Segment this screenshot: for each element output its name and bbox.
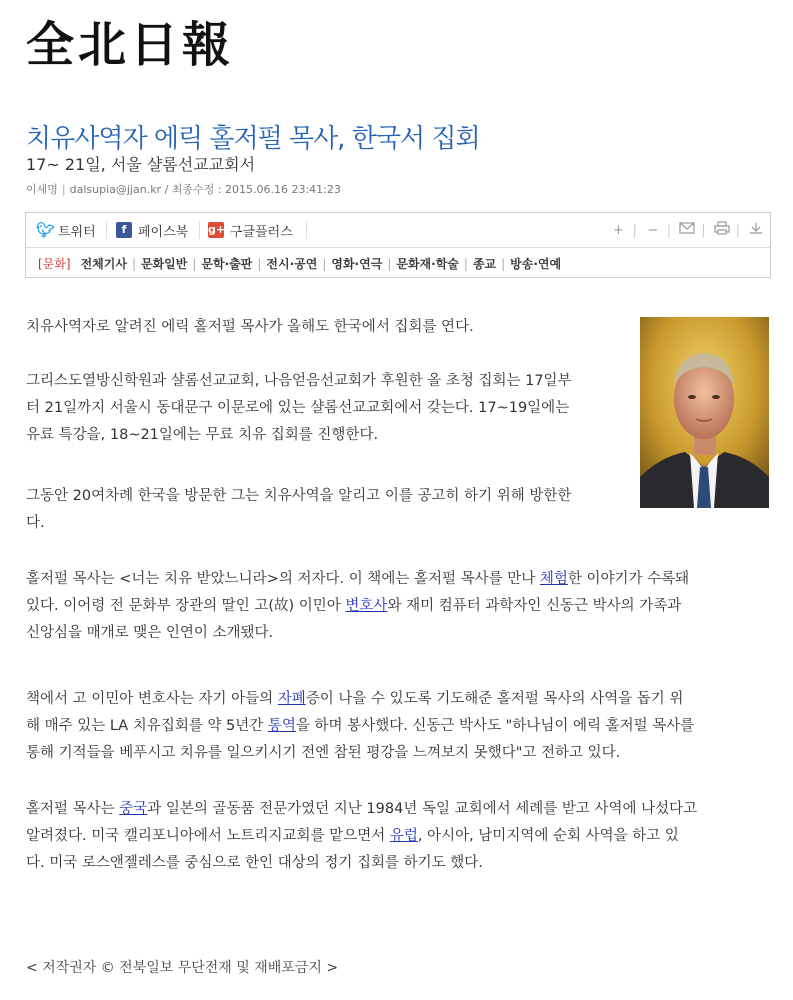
paragraph-line bbox=[26, 713, 771, 740]
keyword-link[interactable]: 중국 bbox=[119, 801, 148, 817]
paragraph-line bbox=[26, 796, 771, 823]
article-paragraph-4 bbox=[26, 566, 771, 647]
text-run: , 아시아, 남미지역에 순회 사역을 하고 있 bbox=[417, 828, 679, 844]
text-run: 한 이야기가 수록돼 bbox=[567, 571, 690, 587]
keyword-link[interactable]: 통역 bbox=[267, 718, 296, 734]
category-separator: | bbox=[387, 257, 392, 271]
article-paragraph-2 bbox=[26, 368, 631, 449]
scrap-icon[interactable] bbox=[748, 221, 764, 239]
share-googleplus-button[interactable] bbox=[208, 219, 293, 241]
text-run: 책에서 고 이민아 변호사는 자기 아들의 bbox=[26, 691, 278, 707]
masthead-logo[interactable]: 全北日報 bbox=[26, 17, 235, 73]
paragraph-line: 신앙심을 매개로 맺은 인연이 소개됐다. bbox=[26, 625, 274, 641]
tool-divider: | bbox=[735, 222, 740, 238]
print-icon[interactable] bbox=[714, 221, 730, 239]
font-shrink-icon[interactable]: − bbox=[647, 222, 659, 238]
paragraph-line: 그리스도열방신학원과 샬롬선교교회, 나음얻음선교회가 후원한 올 초청 집회는 17일부 bbox=[26, 373, 572, 389]
text-run: 과 일본의 골동품 전문가였던 지난 1984년 독일 교회에서 세례를 받고 사역에 나섰다고 bbox=[147, 801, 698, 817]
text-run: 홀저펄 목사는 bbox=[26, 801, 120, 817]
paragraph-line: 터 21일까지 서울시 동대문구 이문로에 있는 샬롬선교교회에서 갖는다. 17~19일에는 bbox=[26, 400, 570, 416]
portrait-image bbox=[640, 317, 769, 508]
text-run: 와 재미 컴퓨터 과학자인 신동근 박사의 가족과 bbox=[387, 598, 682, 614]
paragraph-line: 다. bbox=[26, 515, 45, 531]
category-item[interactable]: 영화·연극 bbox=[331, 257, 383, 271]
article-paragraph-1 bbox=[26, 314, 631, 341]
article-paragraph-5 bbox=[26, 686, 771, 767]
share-divider bbox=[106, 221, 107, 239]
share-twitter-button[interactable] bbox=[36, 219, 96, 241]
toolbar-divider bbox=[26, 247, 770, 248]
font-enlarge-icon[interactable]: + bbox=[612, 222, 624, 238]
keyword-link[interactable]: 체험 bbox=[539, 571, 568, 587]
article-byline bbox=[26, 182, 341, 198]
text-run: 을 하며 봉사했다. 신동근 박사도 "하나님이 에릭 홀저펄 목사를 bbox=[295, 718, 695, 734]
share-googleplus-label: 구글플러스 bbox=[230, 224, 293, 240]
byline-author: 이세명 bbox=[26, 183, 58, 196]
paragraph-line: 유료 특강을, 18~21일에는 무료 치유 집회를 진행한다. bbox=[26, 427, 379, 443]
byline-slash: / bbox=[161, 183, 172, 196]
article-paragraph-6 bbox=[26, 796, 771, 877]
keyword-link[interactable]: 변호사 bbox=[345, 598, 388, 614]
paragraph-line bbox=[26, 593, 771, 620]
share-divider bbox=[306, 221, 307, 239]
text-run: 있다. 이어령 전 문화부 장관의 딸인 고(故) 이민아 bbox=[26, 598, 346, 614]
category-item[interactable]: 문학·출판 bbox=[201, 257, 253, 271]
category-label: [문화] bbox=[38, 257, 71, 271]
share-divider bbox=[199, 221, 200, 239]
text-run: 해 매주 있는 LA 치유집회를 약 5년간 bbox=[26, 718, 268, 734]
tool-divider: | bbox=[666, 222, 672, 238]
text-run: 홀저펄 목사는 <너는 치유 받았느니라>의 저자다. 이 책에는 홀저펄 목사를 만나 bbox=[26, 571, 540, 587]
share-facebook-button[interactable] bbox=[116, 219, 188, 241]
share-facebook-label: 페이스북 bbox=[138, 224, 189, 240]
text-run: 알려졌다. 미국 캘리포니아에서 노트리지교회를 맡으면서 bbox=[26, 828, 390, 844]
googleplus-icon: g+ bbox=[208, 223, 226, 236]
email-icon[interactable] bbox=[679, 221, 695, 239]
paragraph-line: 그동안 20여차례 한국을 방문한 그는 치유사역을 알리고 이를 공고히 하기 위해 방한한 bbox=[26, 488, 572, 504]
category-item[interactable]: 문화재·학술 bbox=[396, 257, 459, 271]
copyright-notice: < 저작권자 © 전북일보 무단전재 및 재배포금지 > bbox=[26, 960, 339, 976]
article-subheadline: 17~ 21일, 서울 샬롬선교교회서 bbox=[26, 155, 256, 174]
keyword-link[interactable]: 유럽 bbox=[389, 828, 418, 844]
article-tools bbox=[602, 219, 764, 241]
category-separator: | bbox=[322, 257, 327, 271]
article-headline: 치유사역자 에릭 홀저펄 목사, 한국서 집회 bbox=[26, 124, 480, 154]
paragraph-line: 치유사역자로 알려진 에릭 홀저펄 목사가 올해도 한국에서 집회를 연다. bbox=[26, 319, 474, 335]
share-twitter-label: 트위터 bbox=[58, 224, 96, 240]
twitter-icon: 🐦︎ bbox=[36, 221, 56, 239]
paragraph-line bbox=[26, 823, 771, 850]
category-item[interactable]: 전시·공연 bbox=[266, 257, 318, 271]
category-item[interactable]: 문화일반 bbox=[140, 257, 188, 271]
category-nav bbox=[38, 255, 561, 273]
paragraph-line: 통해 기적들을 베푸시고 치유를 일으키시기 전엔 참된 평강을 느껴보지 못했다"고 전하고 있다. bbox=[26, 745, 621, 761]
text-run: 증이 나을 수 있도록 기도해준 홀저펄 목사의 사역을 돕기 위 bbox=[305, 691, 684, 707]
paragraph-line bbox=[26, 686, 771, 713]
byline-separator: | bbox=[61, 183, 66, 196]
keyword-link[interactable]: 자폐 bbox=[277, 691, 306, 707]
facebook-icon: f bbox=[116, 222, 132, 238]
byline-updated: 최종수정 : 2015.06.16 23:41:23 bbox=[171, 183, 341, 196]
share-row bbox=[26, 213, 770, 247]
paragraph-line: 다. 미국 로스앤젤레스를 중심으로 한인 대상의 정기 집회를 하기도 했다. bbox=[26, 855, 483, 871]
category-item[interactable]: 종교 bbox=[472, 257, 497, 271]
article-paragraph-3 bbox=[26, 483, 631, 537]
byline-email[interactable]: dalsupia@jjan.kr bbox=[69, 183, 162, 196]
category-separator: | bbox=[131, 257, 136, 271]
tool-divider: | bbox=[701, 222, 706, 238]
tool-divider: | bbox=[632, 222, 637, 238]
category-separator: | bbox=[463, 257, 468, 271]
category-separator: | bbox=[501, 257, 506, 271]
article-toolbar bbox=[25, 212, 771, 278]
category-item[interactable]: 방송·연예 bbox=[510, 257, 562, 271]
paragraph-line bbox=[26, 566, 771, 593]
category-item[interactable]: 전체기사 bbox=[80, 257, 127, 271]
category-separator: | bbox=[192, 257, 197, 271]
article-photo bbox=[640, 317, 769, 508]
category-separator: | bbox=[257, 257, 262, 271]
